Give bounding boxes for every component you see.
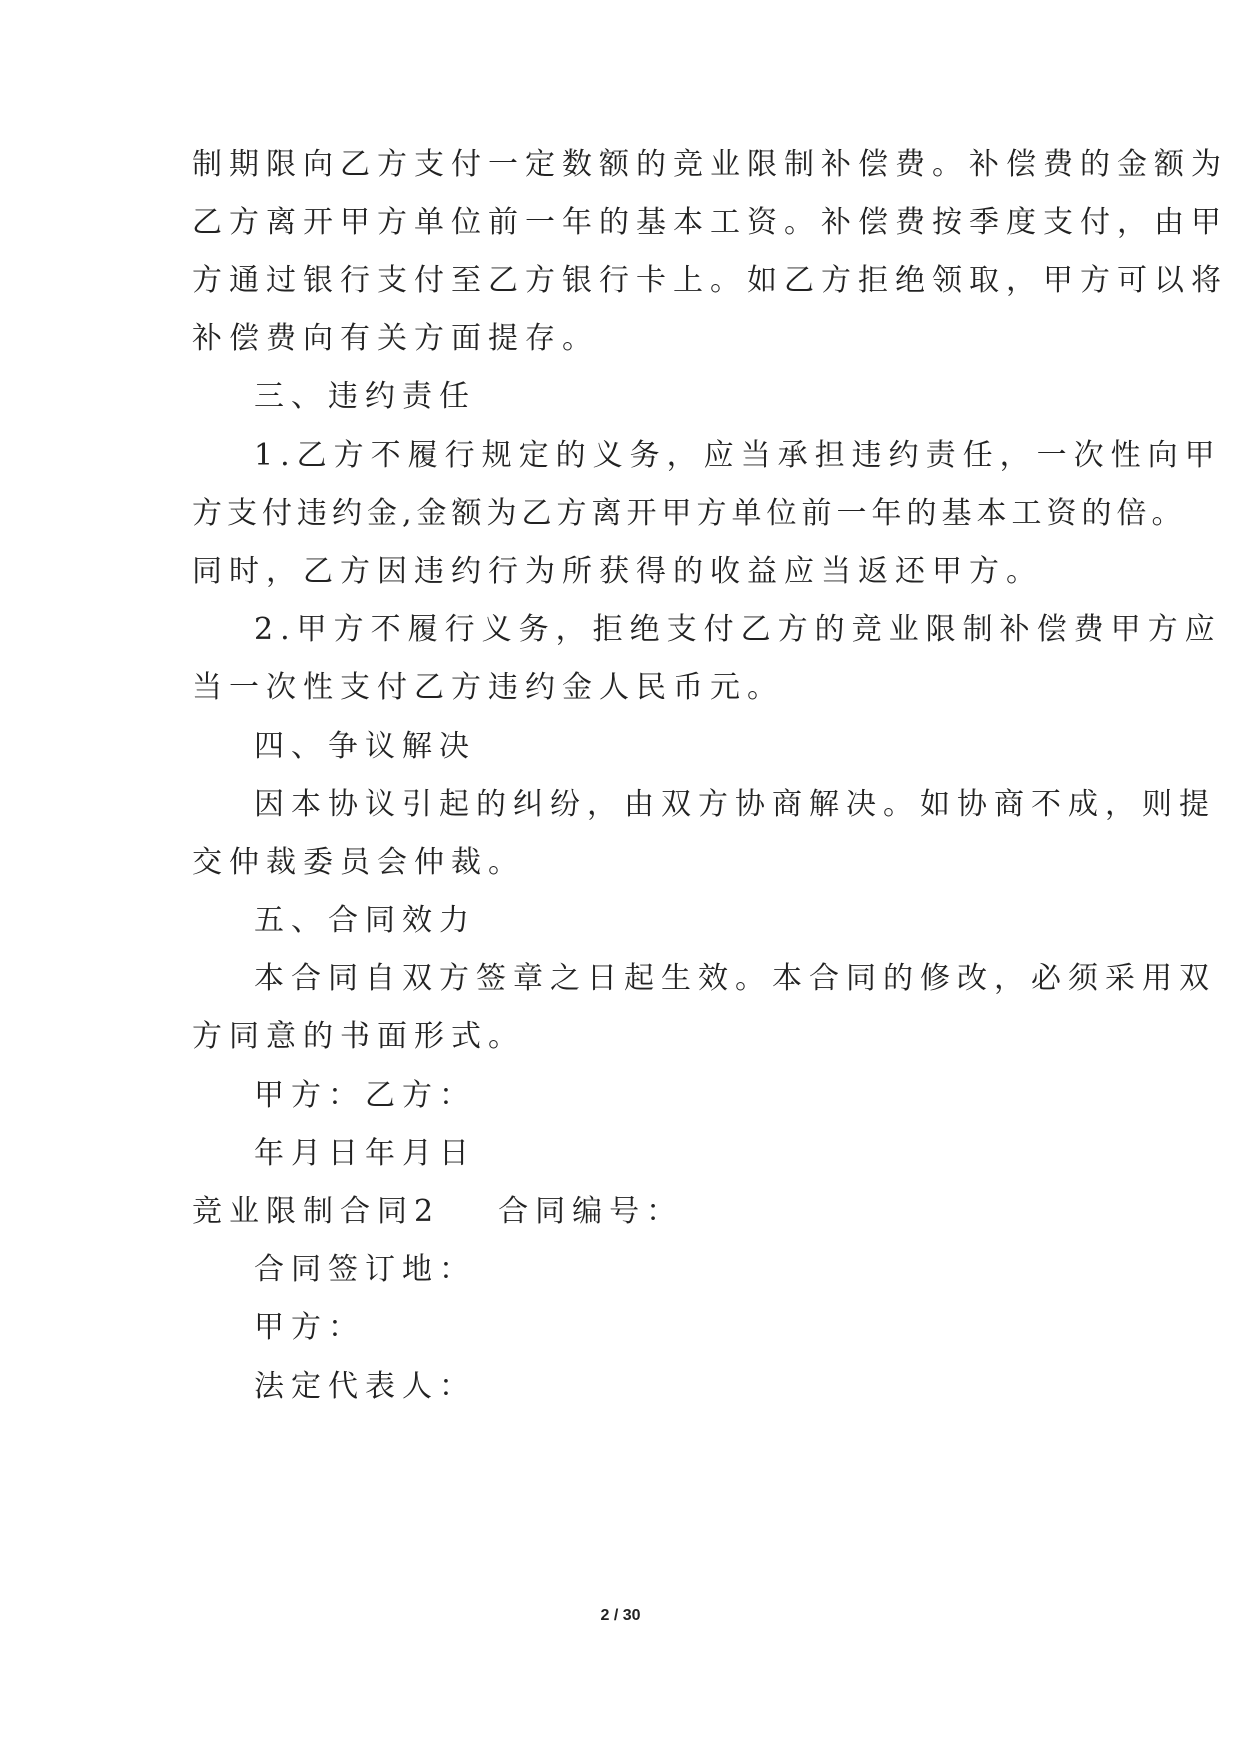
signing-place-label: 合同签订地： (254, 1252, 476, 1287)
party-a-label: 甲方： (254, 1310, 365, 1345)
body-text-line: 方通过银行支付至乙方银行卡上。如乙方拒绝领取，甲方可以将 (192, 263, 1228, 298)
contract-number-label: 合同编号： (498, 1194, 684, 1229)
body-text-line: 制期限向乙方支付一定数额的竞业限制补偿费。补偿费的金额为 (192, 147, 1228, 182)
body-text-line: 当一次性支付乙方违约金人民币元。 (192, 670, 784, 705)
section-heading-dispute: 四、争议解决 (254, 729, 476, 764)
body-text-line: 乙方离开甲方单位前一年的基本工资。补偿费按季度支付，由甲 (192, 205, 1228, 240)
signature-parties-line: 甲方：乙方： (254, 1078, 476, 1113)
contract-title-line (192, 1192, 1072, 1232)
legal-representative-label: 法定代表人： (254, 1369, 476, 1404)
body-text-line: 方同意的书面形式。 (192, 1019, 525, 1054)
body-text-line: 补偿费向有关方面提存。 (192, 321, 599, 356)
body-text-line: 方支付违约金,金额为乙方离开甲方单位前一年的基本工资的倍。 (192, 496, 1187, 531)
body-text-line: 同时，乙方因违约行为所获得的收益应当返还甲方。 (192, 554, 1043, 589)
contract-title: 竞业限制合同2 (192, 1194, 441, 1229)
signature-date-line: 年月日年月日 (254, 1136, 476, 1171)
body-text-line: 交仲裁委员会仲裁。 (192, 845, 525, 880)
body-text-line: 本合同自双方签章之日起生效。本合同的修改，必须采用双 (254, 961, 1216, 996)
body-text-line: 2.甲方不履行义务，拒绝支付乙方的竞业限制补偿费甲方应 (254, 612, 1222, 647)
body-text-line: 1.乙方不履行规定的义务，应当承担违约责任，一次性向甲 (254, 438, 1222, 473)
body-text-line: 因本协议引起的纠纷，由双方协商解决。如协商不成，则提 (254, 787, 1216, 822)
section-heading-validity: 五、合同效力 (254, 903, 476, 938)
page-number: 2 / 30 (600, 1607, 641, 1624)
section-heading-breach: 三、违约责任 (254, 379, 476, 414)
